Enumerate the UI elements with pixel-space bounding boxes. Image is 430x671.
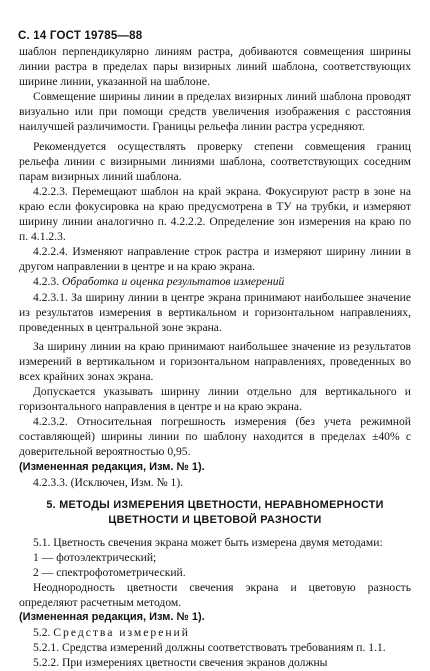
paragraph: 5.2.2. При измерениях цветности свечения экранов должны [33,656,328,670]
list-item: 2 — спектрофотометрический. [33,565,186,579]
paragraph: 5.2.1. Средства измерений должны соответствовать требованиям п. 1.1. [33,641,386,655]
paragraph: 4.2.3.2. Относительная погрешность измерения (без учета режимной составляющей) ширины линии по шаблону находится в пределах ±40% с доверительной вероятностью 0,95. [19,415,411,459]
paragraph: Совмещение ширины линии в пределах визирных линий шаблона проводят визуально или при помощи средств увеличения изображения с расстояния наилучшей различимости. Границы рельефа линии растра усредняют. [19,90,411,134]
subsection-title: Обработка и оценка результатов измерений [62,275,285,289]
section-title-line-1: 5. МЕТОДЫ ИЗМЕРЕНИЯ ЦВЕТНОСТИ, НЕРАВНОМЕРНОСТИ [46,498,384,511]
amendment-note: (Измененная редакция, Изм. № 1). [19,460,205,473]
paragraph: 4.2.2.3. Перемещают шаблон на край экрана. Фокусируют растр в зоне на краю если фокусировка на краю предусмотрена в ТУ на трубки, и измеряют ширину линии аналогично п. 4.2.2.2. Определение зон измерения на краю по п. 4.1.2.3. [19,184,411,244]
subsection-number: 4.2.3. [33,275,60,289]
section-title-line-2: ЦВЕТНОСТИ И ЦВЕТОВОЙ РАЗНОСТИ [108,513,322,526]
subsection-heading [19,625,411,640]
subsection-number: 5.2. [33,626,51,640]
paragraph: 5.1. Цветность свечения экрана может быть измерена двумя методами: [33,535,383,549]
paragraph: 4.2.2.4. Изменяют направление строк растра и измеряют ширину линии в другом направлении в центре и на краю экрана. [19,245,411,274]
paragraph: Допускается указывать ширину линии отдельно для вертикального и горизонтального направления в центре и на краю экрана. [19,385,411,414]
list-item: 1 — фотоэлектрический; [33,550,157,564]
page-body [19,44,411,671]
paragraph: За ширину линии на краю принимают наибольшее значение из результатов измерений в вертикальном и горизонтальном направлениях, проведенных во всех крайних зонах экрана. [19,339,411,383]
subsection-title: Средства измерений [53,626,190,640]
paragraph: Неоднородность цветности свечения экрана и цветовую разность определяют расчетным методом. [19,581,411,610]
page-header: С. 14 ГОСТ 19785—88 [18,30,143,42]
paragraph: 4.2.3.1. За ширину линии в центре экрана принимают наибольшее значение из результатов измерения в вертикальном и горизонтальном направлениях, проведенных в центральной зоне экрана. [19,290,411,334]
paragraph: 4.2.3.3. (Исключен, Изм. № 1). [33,475,184,489]
paragraph: Рекомендуется осуществлять проверку степени совмещения границ рельефа линии с визирными линиями шаблона, соответствующих соседним парам визирных линий шаблона. [19,139,411,183]
subsection-heading [19,274,411,289]
paragraph: шаблон перпендикулярно линиям растра, добиваются совмещения ширины линии растра в пределах пары визирных линий шаблона, соответствующих ширине линии, указанной на шаблоне. [19,45,411,89]
amendment-note: (Измененная редакция, Изм. № 1). [19,611,205,624]
section-title [19,498,411,528]
